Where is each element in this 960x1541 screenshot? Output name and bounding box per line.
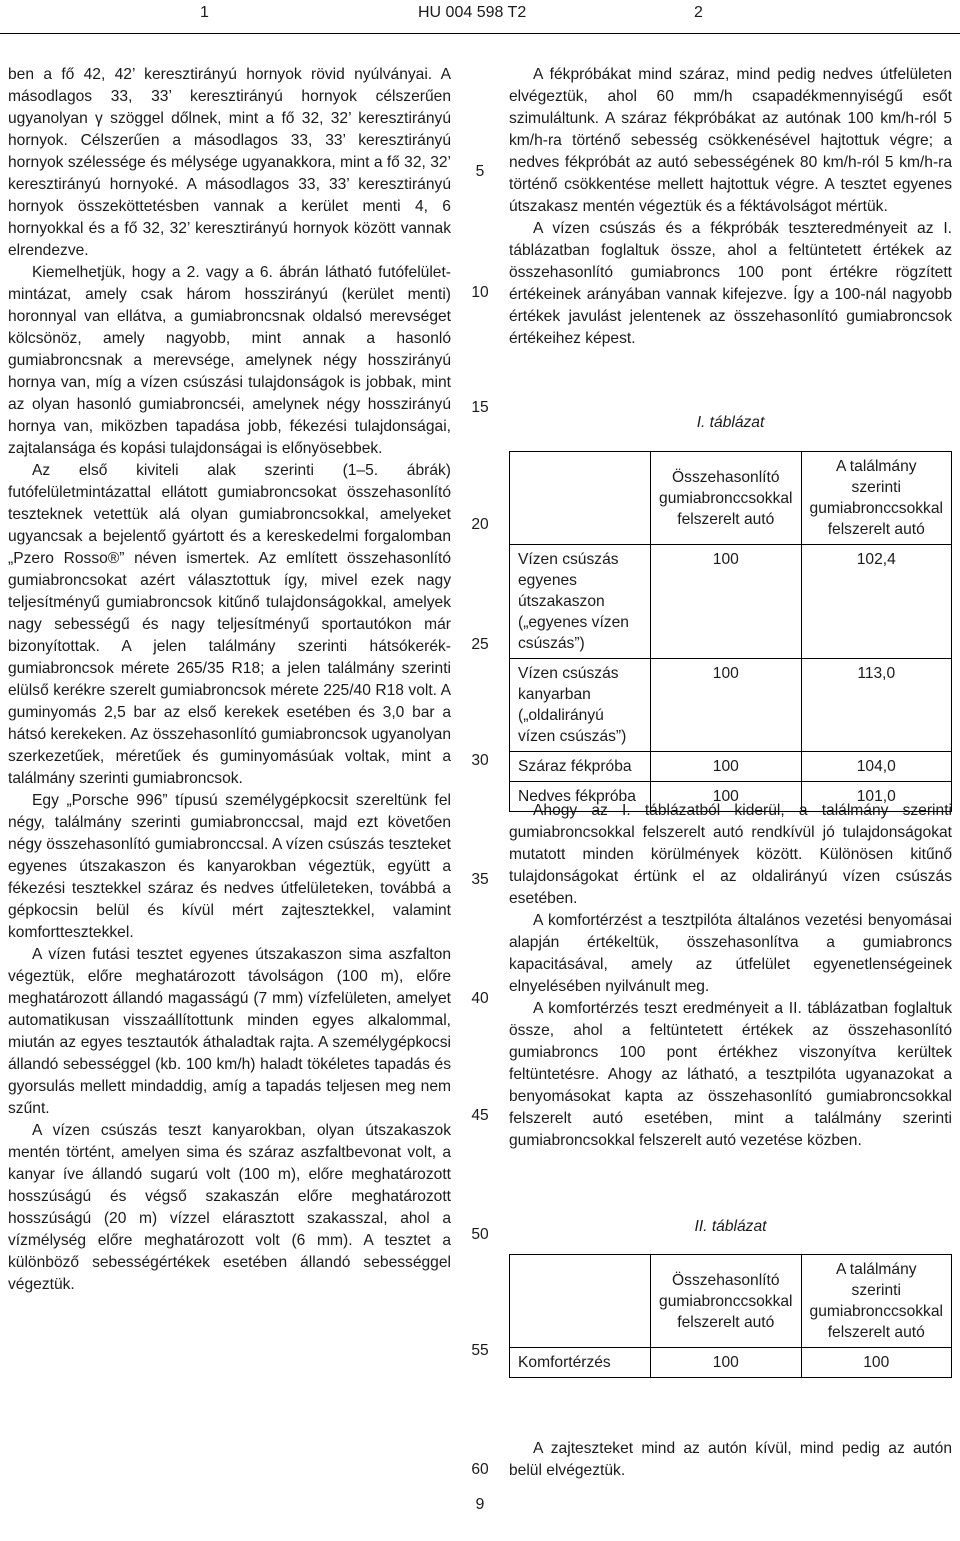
table-row-label: Komfortérzés [510,1348,651,1378]
line-number: 35 [471,871,489,888]
paragraph: A komfortérzés teszt eredményeit a II. táblázatban foglaltuk össze, ahol a feltüntetett értékek az összehasonlító gumiabroncs 100 pont értékhez viszonyítva kerültek feltüntetésre. Ahogy az látható, a tesztpilóta ugyanazokat a benyomásokat kapta az összehasonlító gumiabroncsokkal felszerelt autó esetében, mint a találmány szerinti gumiabroncsokkal felszerelt autó vezetése közben. [509,1000,952,1149]
line-number: 45 [471,1107,489,1124]
line-number: 40 [471,990,489,1007]
table-row-label: Vízen csúszás egyenes útszakaszon („egyenes vízen csúszás”) [510,545,651,659]
line-number: 25 [471,636,489,653]
table-header-row [510,452,952,545]
paragraph: Az első kiviteli alak szerinti (1–5. ábrák) futófelületmintázattal ellátott gumiabroncsokat összehasonlító teszteknek vetettük alá olyan gumiabroncsokkal, amelyeket ugyancsak a bejelentő gyártott és a kereskedelmi forgalomban „Pzero Rosso®” néven ismertek. Az említett összehasonlító gumiabroncsokat azért választottuk így, mivel ezek nagy teljesítményű gumiabroncsok kitűnő tulajdonságokkal, amelyek nagy sebességű és nagy teljesítményű sportautókon már bizonyítottak. A jelen találmány szerinti hátsókerék-gumiabroncsok mérete 265/35 R18; a jelen találmány szerinti elülső kerékre szerelt gumiabroncsok mérete 225/40 R18 volt. A guminyomás 2,5 bar az első kerekek esetében és 3,0 bar a hátsó kerekeken. Az összehasonlító gumiabroncsok ugyanolyan szerkezetűek, méretűek és guminyomásúak voltak, mint a találmány szerinti gumiabroncsok. [8,462,451,787]
header-page-left: 1 [200,4,209,21]
paragraph: A zajteszteket mind az autón kívül, mind pedig az autón belül elvégeztük. [509,1440,952,1479]
table-cell: 101,0 [801,782,951,812]
table-col-header: Összehasonlító gumiabronccsokkal felszerelt autó [651,452,801,545]
table-row-label: Vízen csúszás kanyarban („oldalirányú vízen csúszás”) [510,659,651,752]
table-cell: 100 [651,659,801,752]
right-column-top [509,64,952,350]
table-cell: 102,4 [801,545,951,659]
table1 [509,451,952,812]
line-number: 60 [471,1461,489,1478]
line-number: 30 [471,752,489,769]
table-col-header: Összehasonlító gumiabronccsokkal felszerelt autó [651,1255,801,1348]
line-number: 5 [475,163,485,180]
paragraph: A fékpróbákat mind száraz, mind pedig nedves útfelületen elvégeztük, ahol 60 mm/h csapadékmennyiségű esőt szimuláltunk. A száraz fékpróbákat az autónak 100 km/h-ról 5 km/h-ra történő sebesség csökkenésével hajtottuk végre; a nedves fékpróbát az autó sebességének 80 km/h-ról 5 km/h-ra történő csökkentése mellett hajtottuk végre. A tesztet egyenes útszakasz mentén végeztük és a féktávolságot mértük. [509,66,952,215]
table-corner-cell [510,1255,651,1348]
header-rule [0,33,960,34]
table-col-header: A találmány szerinti gumiabronccsokkal felszerelt autó [801,1255,951,1348]
table2 [509,1254,952,1378]
table2-title: II. táblázat [694,1218,767,1235]
table-cell: 100 [801,1348,951,1378]
paragraph: ben a fő 42, 42’ keresztirányú hornyok rövid nyúlványai. A másodlagos 33, 33’ keresztirányú hornyok célszerűen ugyanolyan γ szöggel dőlnek, mint a fő 32, 32’ keresztirányú hornyok. Célszerűen a másodlagos 33, 33’ keresztirányú hornyok szélessége és mélysége ugyanakkora, mint a fő 32, 32’ keresztirányú hornyoké. A másodlagos 33, 33’ keresztirányú hornyok összeköttetésben vannak a kerület menti 4, 6 hornyokkal és a fő 32, 32’ keresztirányú hornyok között vannak elrendezve. [8,66,451,259]
table-row-label: Száraz fékpróba [510,752,651,782]
paragraph: A vízen futási tesztet egyenes útszakaszon sima aszfalton végeztük, előre meghatározott távolságon (100 m), előre meghatározott állandó magasságú (7 mm) vízfelületen, amelyet automatikusan visszaállítottunk minden egyes alkalommal, miután az egyes tesztautók áthaladtak rajta. A személygépkocsi állandó sebességgel (kb. 100 km/h) haladt tökéletes tapadás és gyorsulás mellett mindaddig, amíg a tapadás teljesen meg nem szűnt. [8,946,451,1117]
table-cell: 100 [651,782,801,812]
paragraph: Egy „Porsche 996” típusú személygépkocsit szereltünk fel négy, találmány szerinti gumiabronccsal, majd ezt követően négy összehasonlító gumiabronccsal. A vízen csúszás teszteket egyenes útszakaszon és kanyarokban végeztük, együtt a fékezési tesztekkel száraz és nedves útfelületeken, továbbá a gépkocsin belül és kívül mért zajtesztekkel, valamint komforttesztekkel. [8,792,451,941]
table-cell: 113,0 [801,659,951,752]
table-cell: 100 [651,752,801,782]
table-row [510,752,952,782]
right-column-bottom [509,1438,952,1482]
table-header-row [510,1255,952,1348]
line-number: 20 [471,516,489,533]
left-column [8,64,451,1296]
paragraph: Ahogy az I. táblázatból kiderül, a találmány szerinti gumiabroncsokkal felszerelt autó rendkívül jó tulajdonságokat mutatott minden körülmények között. Különösen kitűnő tulajdonságokat értünk el az oldalirányú vízen csúszás esetében. [509,802,952,907]
right-column-middle [509,800,952,1152]
paragraph: A vízen csúszás teszt kanyarokban, olyan útszakaszok mentén történt, amelyen sima és száraz aszfaltbevonat volt, a kanyar íve állandó sugarú volt (100 m), előre meghatározott hosszúságú és végső szakaszán előre meghatározott hosszúságú (20 m) vízzel elárasztott szakasszal, ahol a vízmélység előre meghatározott volt (6 mm). A tesztet a különböző sebességértékek esetében állandó sebességgel végeztük. [8,1122,451,1293]
paragraph: A vízen csúszás és a fékpróbák teszteredményeit az I. táblázatban foglaltuk össze, ahol a feltüntetett értékek az összehasonlító gumiabroncs 100 pont értékre rögzített értékeinek arányában vannak kifejezve. Így a 100-nál nagyobb értékek javulást jelentenek az összehasonlító gumiabroncsok értékeihez képest. [509,220,952,347]
header-page-right: 2 [694,4,703,21]
line-number: 10 [471,284,489,301]
table-row [510,659,952,752]
table-row [510,545,952,659]
line-number: 55 [471,1342,489,1359]
line-number: 15 [471,399,489,416]
header-doc-id: HU 004 598 T2 [418,4,527,21]
paragraph: A komfortérzést a tesztpilóta általános vezetési benyomásai alapján értékeltük, összehasonlítva a gumiabroncs kapacitásával, amely az útfelület egyenetlenségeinek elnyelésében nyilvánult meg. [509,912,952,995]
table-row [510,1348,952,1378]
page-number: 9 [475,1496,485,1513]
line-number: 50 [471,1226,489,1243]
table-cell: 100 [651,545,801,659]
table-corner-cell [510,452,651,545]
table-cell: 104,0 [801,752,951,782]
table-row-label: Nedves fékpróba [510,782,651,812]
table1-title: I. táblázat [696,414,765,431]
table-cell: 100 [651,1348,801,1378]
paragraph: Kiemelhetjük, hogy a 2. vagy a 6. ábrán látható futófelület-mintázat, amely csak három hosszirányú (kerület menti) horonnyal van ellátva, a gumiabroncsnak oldalsó merevséget kölcsönöz, amely nagyobb, mint annak a hasonló gumiabroncsnak a merevsége, amelynek négy hosszirányú hornya van, míg a vízen csúszási tulajdonságok is jobbak, mint az olyan hasonló gumiabroncséi, amelynek négy hosszirányú hornya van, miközben tapadása jobb, fékezési tulajdonságai, zajtalansága és kopási tulajdonságai is előnyösebbek. [8,264,451,457]
table-col-header: A találmány szerinti gumiabronccsokkal felszerelt autó [801,452,951,545]
